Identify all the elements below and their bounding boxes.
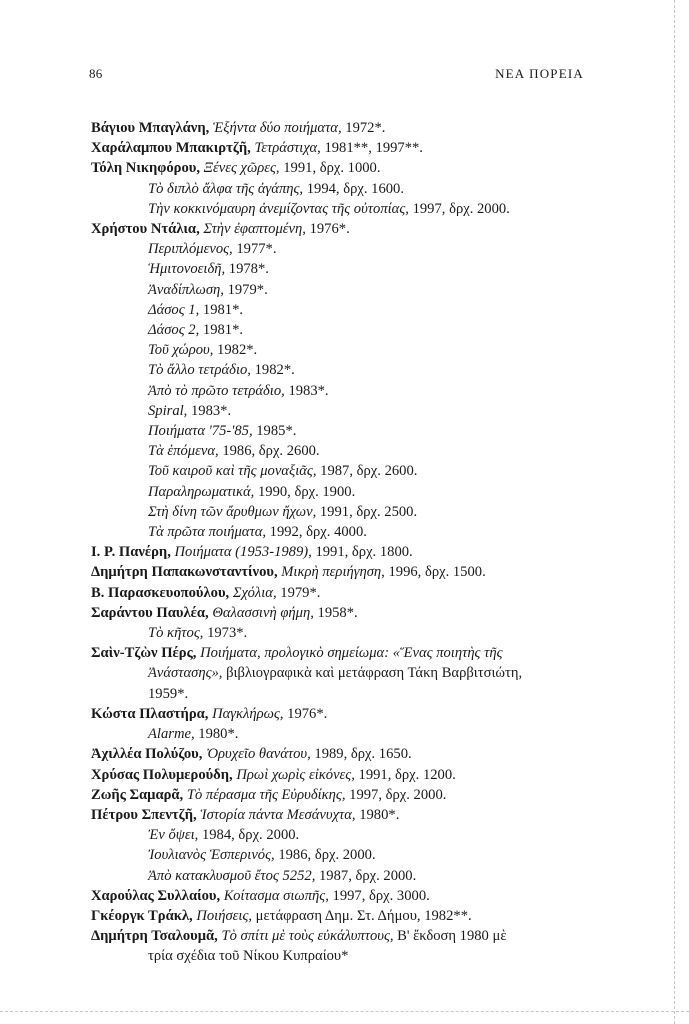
entry-line [91, 765, 591, 785]
entry-title: Ἡμιτονοειδῆ, [148, 261, 226, 278]
entry-details: μετάφραση Δημ. Στ. Δήμου, 1982**. [255, 907, 472, 924]
entry-sub-line [91, 179, 591, 199]
entry-title: Ποιήματα '75-'85, [148, 423, 253, 440]
entry-title: Τὸ διπλὸ ἄλφα τῆς ἀγάπης, [148, 180, 304, 197]
entry-line [91, 542, 591, 562]
entry-author: Β. Παρασκευοπούλου, [91, 584, 230, 601]
page-edge-right [674, 0, 675, 1024]
entry-sub-line [91, 522, 591, 542]
entry-details: 1979*. [280, 584, 321, 601]
entry-title: Ποιήματα (1953-1989), [174, 544, 312, 561]
entry-details: 1959*. [148, 685, 189, 702]
entry-author: Βάγιου Μπαγλάνη, [91, 120, 210, 136]
entry-sub-line [91, 825, 591, 845]
entry-author: Χαρούλας Συλλαίου, [91, 887, 221, 904]
entry-details: 1973*. [207, 625, 248, 642]
entry-title: Τὸ κῆτος, [148, 625, 204, 642]
entry-details: 1997, δρχ. 2000. [349, 786, 447, 803]
entry-sub-line [91, 623, 591, 643]
entry-title: Ἑξήντα δύο ποιήματα, [212, 120, 342, 136]
entry-title: Τοῦ καιροῦ καὶ τῆς μοναξιᾶς, [148, 463, 317, 480]
entry-sub-line [91, 199, 591, 219]
entry-title: Τὰ πρῶτα ποιήματα, [148, 524, 266, 541]
entry-details: 1985*. [256, 423, 297, 440]
entry-details: 1994, δρχ. 1600. [306, 180, 404, 197]
entry-author: Κώστα Πλαστήρα, [91, 705, 209, 722]
entry-author: Γκέοργκ Τράκλ, [91, 907, 193, 924]
entry-sub-line [91, 239, 591, 259]
page-edge-bottom [0, 1011, 689, 1012]
entry-author: Πέτρου Σπεντζῆ, [91, 806, 197, 823]
entry-sub-line [91, 381, 591, 401]
entry-details: 1976*. [309, 221, 350, 238]
entry-details: 1997, δρχ. 3000. [332, 887, 430, 904]
entry-title: Τὸ πέρασμα τῆς Εὐρυδίκης, [186, 786, 346, 803]
entry-details: 1987, δρχ. 2600. [320, 463, 418, 480]
entry-details: Β' ἔκδοση 1980 μὲ [397, 928, 507, 945]
entry-details: 1987, δρχ. 2000. [319, 867, 417, 884]
entry-author: Χαράλαμπου Μπακιρτζῆ, [91, 140, 251, 157]
entry-title: Ἀπὸ τὸ πρῶτο τετράδιο, [148, 382, 285, 399]
entry-sub-line [91, 280, 591, 300]
entry-sub-line [91, 360, 591, 380]
entry-title: Ἀναδίπλωση, [148, 281, 224, 298]
entry-sub-line [91, 320, 591, 340]
entry-details: 1982*. [217, 342, 258, 359]
entry-author: Ζωῆς Σαμαρᾶ, [91, 786, 184, 803]
entry-details: 1991, δρχ. 1200. [358, 766, 456, 783]
entry-line [91, 886, 591, 906]
entry-details: 1991, δρχ. 1000. [283, 160, 381, 177]
entry-details: 1996, δρχ. 1500. [388, 564, 486, 581]
entry-details: 1986, δρχ. 2000. [278, 847, 376, 864]
entry-details: 1981*. [202, 301, 244, 318]
entry-title: Ἰουλιανὸς Ἑσπερινός, [148, 847, 275, 864]
entry-author: Χρύσας Πολυμερούδη, [91, 766, 233, 783]
entry-details: τρία σχέδια τοῦ Νίκου Κυπραίου* [148, 948, 349, 965]
entry-title: Τὸ σπίτι μὲ τοὺς εὐκάλυπτους, [221, 928, 394, 945]
entry-sub-line [91, 461, 591, 481]
entry-author: Ἀχιλλέα Πολύζου, [91, 746, 203, 763]
entry-author: Δημήτρη Τσαλουμᾶ, [91, 928, 218, 945]
entry-details: 1997, δρχ. 2000. [412, 200, 510, 217]
entry-sub-line [91, 300, 591, 320]
entry-sub-line [91, 421, 591, 441]
entry-title: Στὴν ἐφαπτομένη, [203, 221, 306, 238]
entry-details: 1976*. [287, 705, 328, 722]
entry-title: Μικρὴ περιήγηση, [281, 564, 385, 581]
entry-title: Ξένες χῶρες, [203, 160, 280, 177]
entry-title: Τοῦ χώρου, [148, 342, 214, 359]
entry-details: 1980*. [359, 806, 400, 823]
entry-details: 1978*. [228, 261, 269, 278]
entry-sub-line [91, 724, 591, 744]
entry-continuation-line [91, 946, 591, 966]
entry-line [91, 906, 591, 926]
entry-sub-line [91, 340, 591, 360]
entry-line [91, 118, 591, 138]
entry-title: Σχόλια, [232, 584, 277, 601]
entry-title: Τὴν κοκκινόμαυρη ἀνεμίζοντας τῆς οὐτοπίας, [148, 200, 409, 217]
entry-title: Ἀνάστασης», [148, 665, 223, 682]
entry-title: Ἐν ὄψει, [148, 827, 199, 844]
entry-title: Δάσος 1, [148, 301, 200, 318]
entry-author: Τόλη Νικηφόρου, [91, 160, 200, 177]
entry-title: Παραληρωματικά, [148, 483, 255, 500]
entry-details: 1980*. [198, 726, 239, 743]
entry-title: Δάσος 2, [148, 322, 200, 339]
entry-title: Παγκλήρως, [212, 705, 284, 722]
entry-sub-line [91, 482, 591, 502]
entry-details: 1981*. [202, 322, 244, 339]
entry-line [91, 219, 591, 239]
entry-details: 1989, δρχ. 1650. [314, 746, 412, 763]
entry-title: Περιπλόμενος, [148, 241, 233, 258]
entry-author: Δημήτρη Παπακωνσταντίνου, [91, 564, 278, 581]
entry-details: βιβλιογραφικὰ καὶ μετάφραση Τάκη Βαρβιτσιώτη, [226, 665, 523, 682]
entry-line [91, 603, 591, 623]
entry-details: 1992, δρχ. 4000. [269, 524, 367, 541]
entry-line [91, 138, 591, 158]
entry-line [91, 562, 591, 582]
entry-line [91, 158, 591, 178]
entry-details: 1979*. [227, 281, 268, 298]
entry-title: Θαλασσινὴ φήμη, [212, 604, 314, 621]
entry-details: 1991, δρχ. 1800. [315, 544, 413, 561]
entry-author: Χρήστου Ντάλια, [91, 221, 200, 238]
entry-title: Ποιήματα, προλογικὸ σημείωμα: «Ἕνας ποιητὴς τῆς [200, 645, 503, 662]
entry-title: Spiral, [148, 402, 188, 419]
entry-author: Ι. Ρ. Πανέρη, [91, 544, 171, 561]
entry-sub-line [91, 259, 591, 279]
entry-line [91, 744, 591, 764]
entry-sub-line [91, 845, 591, 865]
entry-details: 1986, δρχ. 2600. [222, 443, 320, 460]
entry-sub-line [91, 502, 591, 522]
entry-title: Τὰ ἑπόμενα, [148, 443, 219, 460]
entry-title: Πρωὶ χωρὶς εἰκόνες, [236, 766, 355, 783]
entry-line [91, 926, 591, 946]
bibliography-list [91, 118, 591, 967]
entry-details: 1981**, 1997**. [324, 140, 423, 157]
entry-details: 1958*. [317, 604, 358, 621]
entry-details: 1983*. [190, 402, 232, 419]
entry-continuation-line [91, 663, 591, 683]
entry-continuation-line [91, 684, 591, 704]
entry-details: 1982*. [254, 362, 295, 379]
entry-author: Σαράντου Παυλέα, [91, 604, 209, 621]
entry-title: Κοίτασμα σιωπῆς, [223, 887, 329, 904]
entry-author: Σαὶν-Τζὼν Πέρς, [91, 645, 197, 662]
entry-details: 1983*. [288, 382, 329, 399]
entry-title: Ὀρυχεῖο θανάτου, [206, 746, 311, 763]
entry-title: Στὴ δίνη τῶν ἄρυθμων ἤχων, [148, 503, 317, 520]
entry-details: 1990, δρχ. 1900. [257, 483, 356, 500]
entry-line [91, 805, 591, 825]
running-title: ΝΕΑ ΠΟΡΕΙΑ [495, 66, 584, 81]
entry-details: 1972*. [345, 120, 386, 136]
entry-line [91, 704, 591, 724]
entry-title: Ἀπὸ κατακλυσμοῦ ἔτος 5252, [148, 867, 316, 884]
entry-line [91, 583, 591, 603]
page-number: 86 [89, 66, 103, 81]
entry-title: Alarme, [148, 726, 195, 743]
entry-line [91, 643, 591, 663]
entry-line [91, 785, 591, 805]
entry-title: Τὸ ἄλλο τετράδιο, [148, 362, 251, 379]
entry-details: 1991, δρχ. 2500. [319, 503, 418, 520]
entry-sub-line [91, 441, 591, 461]
entry-sub-line [91, 866, 591, 886]
entry-sub-line [91, 401, 591, 421]
entry-title: Τετράστιχα, [254, 140, 321, 157]
entry-details: 1984, δρχ. 2000. [201, 827, 300, 844]
entry-title: Ποιήσεις, [196, 907, 253, 924]
entry-details: 1977*. [236, 241, 277, 258]
entry-title: Ἱστορία πάντα Μεσάνυχτα, [200, 806, 356, 823]
